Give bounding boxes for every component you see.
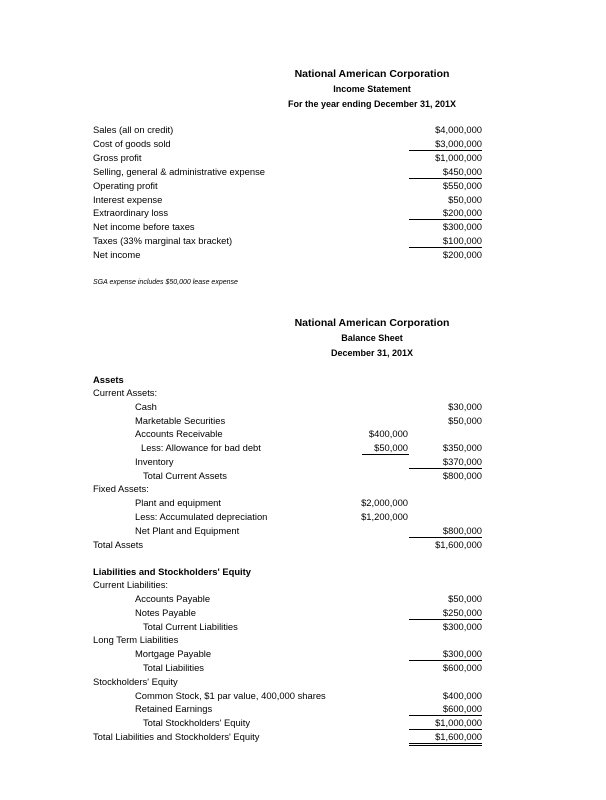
row-label: Extraordinary loss [93, 207, 169, 218]
balance-row [0, 689, 606, 703]
row-label: Total Liabilities and Stockholders' Equity [93, 731, 260, 742]
balance-row [0, 427, 606, 441]
row-subvalue: $2,000,000 [361, 497, 408, 508]
balance-date: December 31, 201X [330, 348, 414, 358]
balance-row [0, 524, 606, 538]
row-value: $600,000 [442, 703, 482, 714]
row-value: $200,000 [442, 249, 482, 260]
balance-row [0, 510, 606, 524]
row-value: $100,000 [442, 235, 482, 246]
row-value: $800,000 [442, 525, 482, 536]
income-note: SGA expense includes $50,000 lease expense [93, 279, 238, 286]
income-row [0, 137, 606, 151]
underline [409, 468, 482, 469]
balance-row [0, 496, 606, 510]
row-value: $370,000 [442, 456, 482, 467]
row-value: $30,000 [448, 401, 482, 412]
income-row [0, 179, 606, 193]
row-value: $550,000 [442, 180, 482, 191]
income-row [0, 220, 606, 234]
balance-row [0, 620, 606, 634]
row-value: $1,600,000 [435, 539, 482, 550]
underline [409, 150, 482, 151]
row-value: $50,000 [448, 415, 482, 426]
underline [409, 729, 482, 730]
balance-row [0, 469, 606, 483]
income-row [0, 248, 606, 262]
row-label: Less: Accumulated depreciation [135, 511, 268, 522]
row-value: $50,000 [448, 194, 482, 205]
row-value: $300,000 [442, 648, 482, 659]
balance-row [0, 606, 606, 620]
row-label: Accounts Payable [135, 593, 211, 604]
row-subvalue: $50,000 [374, 442, 408, 453]
row-label: Selling, general & administrative expense [93, 166, 265, 177]
row-label: Retained Earnings [135, 703, 213, 714]
row-label: Mortgage Payable [135, 648, 212, 659]
income-period: For the year ending December 31, 201X [287, 99, 457, 109]
row-label: Current Liabilities: [93, 579, 169, 590]
underline [362, 454, 409, 455]
row-label: Long Term Liabilities [93, 634, 179, 645]
double-underline [409, 745, 482, 746]
row-value: $400,000 [442, 690, 482, 701]
income-row [0, 193, 606, 207]
balance-row [0, 647, 606, 661]
balance-row [0, 455, 606, 469]
balance-row [0, 716, 606, 730]
row-value: $450,000 [442, 166, 482, 177]
balance-title: Balance Sheet [341, 333, 403, 343]
row-label: Interest expense [93, 194, 163, 205]
income-row [0, 151, 606, 165]
underline [409, 247, 482, 248]
row-value: $300,000 [442, 221, 482, 232]
row-value: $1,600,000 [435, 731, 482, 742]
row-label: Fixed Assets: [93, 483, 149, 494]
row-subvalue: $400,000 [368, 428, 408, 439]
row-label: Taxes (33% marginal tax bracket) [93, 235, 233, 246]
row-value: $1,000,000 [435, 717, 482, 728]
row-label: Total Liabilities [143, 662, 204, 673]
row-label: Common Stock, $1 par value, 400,000 shares [135, 690, 326, 701]
row-value: $200,000 [442, 207, 482, 218]
balance-row [0, 482, 606, 496]
income-row [0, 123, 606, 137]
balance-row [0, 661, 606, 675]
income-row [0, 206, 606, 220]
row-label: Less: Allowance for bad debt [141, 442, 261, 453]
row-label: Current Assets: [93, 387, 158, 398]
balance-row [0, 538, 606, 552]
section-heading: Assets [93, 374, 124, 385]
row-label: Stockholders' Equity [93, 676, 178, 687]
income-row [0, 165, 606, 179]
row-value: $600,000 [442, 662, 482, 673]
row-label: Net Plant and Equipment [135, 525, 240, 536]
balance-company: National American Corporation [294, 317, 450, 329]
income-company: National American Corporation [294, 68, 450, 80]
row-subvalue: $1,200,000 [361, 511, 408, 522]
row-label: Gross profit [93, 152, 142, 163]
row-label: Accounts Receivable [135, 428, 223, 439]
balance-row [0, 675, 606, 689]
row-value: $800,000 [442, 470, 482, 481]
row-label: Inventory [135, 456, 174, 467]
row-label: Total Stockholders' Equity [143, 717, 251, 728]
balance-row [0, 578, 606, 592]
underline [409, 715, 482, 716]
balance-row [0, 400, 606, 414]
row-label: Plant and equipment [135, 497, 222, 508]
double-underline [409, 743, 482, 744]
balance-row [0, 386, 606, 400]
underline [409, 619, 482, 620]
balance-row [0, 565, 606, 579]
row-label: Cost of goods sold [93, 138, 171, 149]
row-value: $300,000 [442, 621, 482, 632]
balance-row [0, 414, 606, 428]
balance-row [0, 702, 606, 716]
income-title: Income Statement [333, 84, 411, 94]
row-label: Total Current Assets [143, 470, 227, 481]
balance-row [0, 730, 606, 744]
row-label: Total Assets [93, 539, 144, 550]
row-value: $350,000 [442, 442, 482, 453]
row-value: $250,000 [442, 607, 482, 618]
balance-row [0, 592, 606, 606]
underline [409, 178, 482, 179]
underline [409, 537, 482, 538]
row-label: Marketable Securities [135, 415, 226, 426]
row-value: $50,000 [448, 593, 482, 604]
underline [409, 660, 482, 661]
row-label: Notes Payable [135, 607, 196, 618]
row-value: $1,000,000 [435, 152, 482, 163]
balance-row [0, 373, 606, 387]
section-heading: Liabilities and Stockholders' Equity [93, 566, 251, 577]
row-label: Cash [135, 401, 157, 412]
row-label: Net income before taxes [93, 221, 195, 232]
row-label: Operating profit [93, 180, 158, 191]
row-label: Total Current Liabilities [143, 621, 238, 632]
row-value: $4,000,000 [435, 124, 482, 135]
balance-row [0, 633, 606, 647]
row-label: Net income [93, 249, 141, 260]
underline [409, 219, 482, 220]
row-label: Sales (all on credit) [93, 124, 174, 135]
income-row [0, 234, 606, 248]
row-value: $3,000,000 [435, 138, 482, 149]
balance-row [0, 441, 606, 455]
